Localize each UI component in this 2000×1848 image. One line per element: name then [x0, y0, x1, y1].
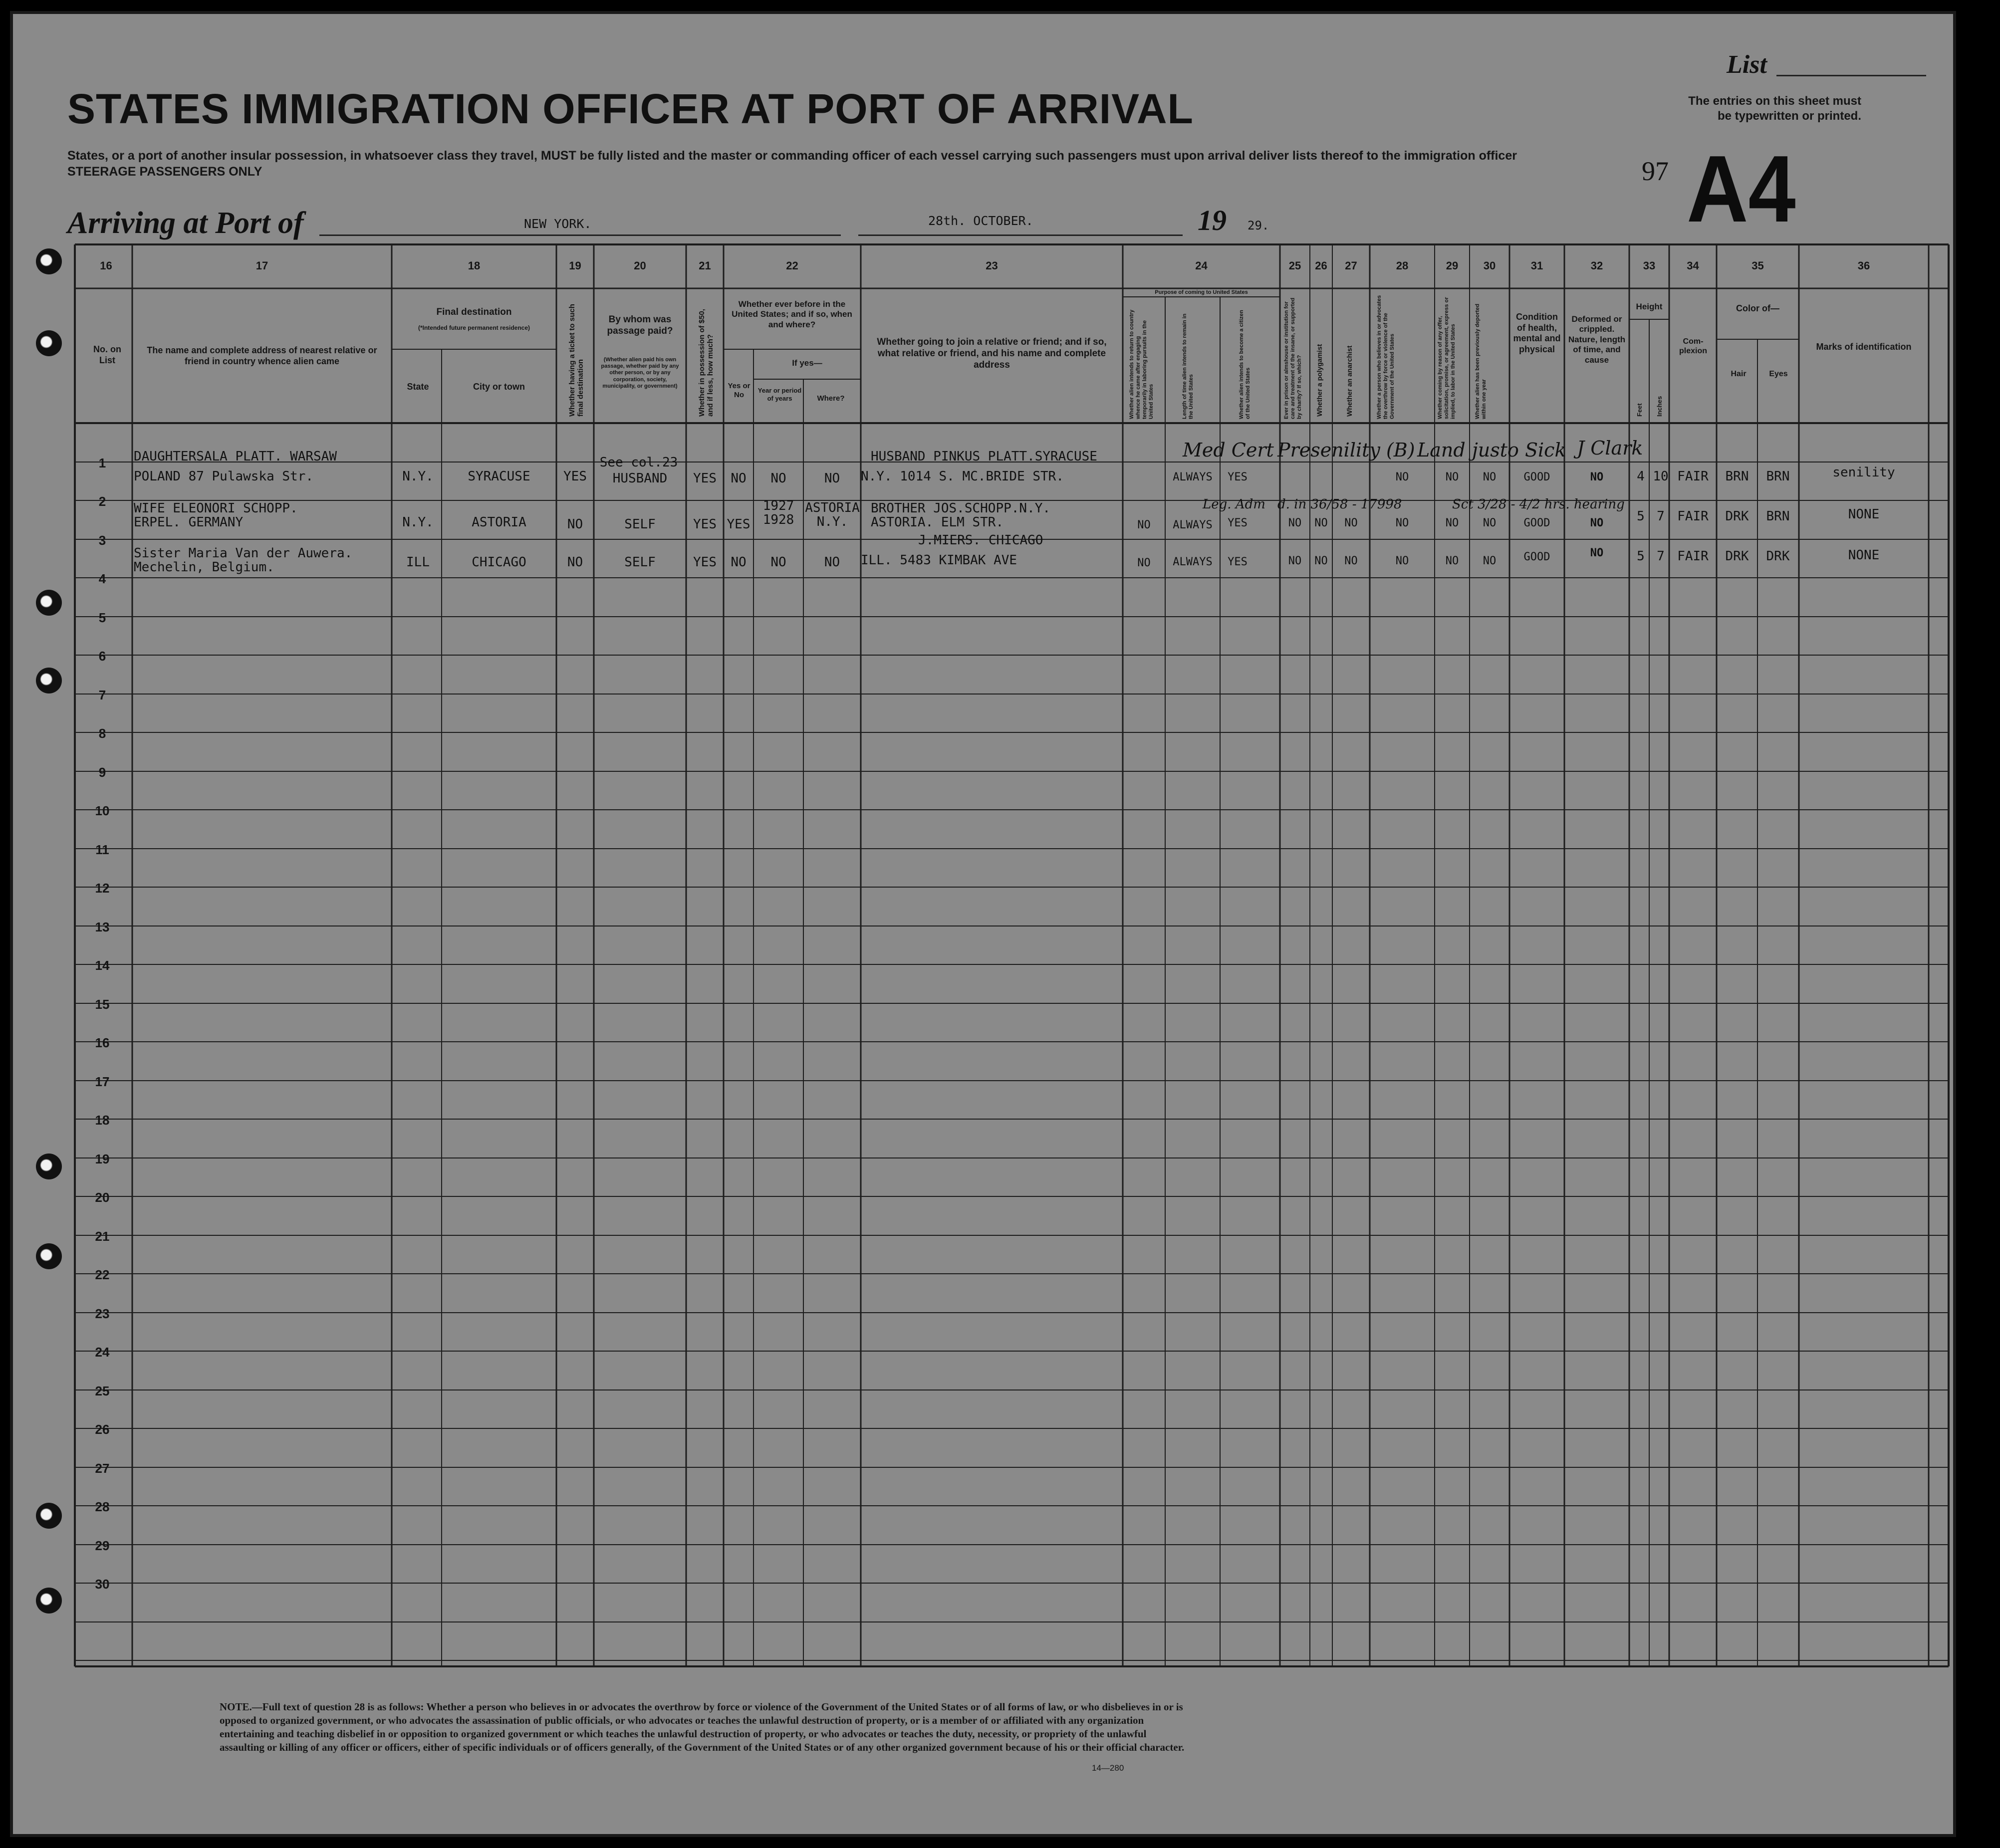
row2-polygamist: NO — [1314, 517, 1328, 529]
port-value: NEW YORK. — [524, 217, 592, 231]
row2-paid-by: SELF — [624, 517, 656, 532]
col-header-feet: Feet — [1636, 403, 1643, 417]
row3-deported: NO — [1483, 555, 1497, 567]
row3-fifty: YES — [693, 555, 717, 570]
row2-ever-before: YES — [727, 517, 750, 532]
col-header-offer: Whether coming by reason of any offer, solicitation, promise, or agreement, express or implied, to labor in the United States — [1437, 297, 1456, 419]
row1-deported: NO — [1483, 471, 1497, 483]
col-num-21: 21 — [699, 259, 711, 272]
col-header-ever-before: Whether ever before in the United States; and if so, when and where? — [732, 299, 852, 329]
row1-city: SYRACUSE — [468, 469, 530, 484]
row-number: 8 — [98, 726, 106, 741]
row-number: 1 — [98, 456, 106, 470]
col-num-32: 32 — [1590, 259, 1603, 272]
sheet-id: A4 — [1687, 136, 1796, 242]
row3-city: CHICAGO — [472, 555, 526, 570]
col-header-inches: Inches — [1656, 396, 1663, 417]
row1-state: N.Y. — [402, 469, 434, 484]
col-header-complexion: Com-plexion — [1679, 337, 1707, 356]
row3-paid-by: SELF — [624, 555, 656, 570]
row1-overthrow: NO — [1395, 471, 1409, 483]
row-number: 9 — [98, 765, 106, 780]
row2-join-line2: ASTORIA. ELM STR. — [871, 515, 1004, 530]
row3-where: NO — [824, 555, 840, 570]
typewritten-note: The entries on this sheet must be typewritten or printed. — [1688, 94, 1861, 123]
row-number: 3 — [98, 533, 106, 548]
row1-join-line2: N.Y. 1014 S. MC.BRIDE STR. — [861, 469, 1064, 484]
row-number: 5 — [98, 610, 106, 625]
row3-health: GOOD — [1523, 551, 1550, 563]
col-num-26: 26 — [1315, 259, 1327, 272]
handwritten-note: Leg. Adm — [1203, 497, 1265, 512]
col-num-36: 36 — [1857, 259, 1870, 272]
col-header-eyes: Eyes — [1769, 370, 1788, 378]
row2-hair: DRK — [1725, 509, 1749, 524]
row1-health: GOOD — [1523, 471, 1550, 483]
row1-complexion: FAIR — [1677, 469, 1709, 484]
col-header-color: Color of— — [1736, 303, 1779, 313]
row3-citizen: YES — [1228, 556, 1248, 568]
list-label: List — [1727, 50, 1767, 79]
row3-relative-line1: Sister Maria Van der Auwera. — [134, 546, 353, 561]
row1-where: NO — [824, 471, 840, 486]
row2-deformed: NO — [1590, 517, 1604, 529]
row2-state: N.Y. — [402, 515, 434, 530]
col-header-where: Where? — [817, 394, 845, 403]
row-number: 17 — [95, 1074, 110, 1089]
col-header-fifty: Whether in possession of $50, and if less, how much? — [698, 309, 715, 417]
col-num-22: 22 — [786, 259, 798, 272]
row3-year: NO — [770, 555, 786, 570]
handwritten-note: J Clark — [1577, 437, 1643, 459]
col-num-30: 30 — [1483, 259, 1496, 272]
row-number: 10 — [95, 803, 110, 818]
row3-ever-before: NO — [731, 555, 747, 570]
col-header-length: Length of time alien intends to remain in the United States — [1182, 313, 1194, 419]
row1-year: NO — [770, 471, 786, 486]
row-number: 4 — [98, 571, 106, 586]
col-header-health: Condition of health, mental and physical — [1513, 312, 1561, 354]
col-header-ticket: Whether having a ticket to such final destination — [568, 304, 585, 417]
row2-year: 1927 1928 — [762, 498, 794, 527]
row-number: 19 — [95, 1152, 110, 1166]
row1-offer: NO — [1445, 471, 1459, 483]
col-header-year: Year or period of years — [757, 387, 802, 402]
row-number: 15 — [95, 997, 110, 1012]
date-value: 28th. OCTOBER. — [928, 214, 1033, 228]
year-prefix: 19 — [1198, 204, 1227, 236]
col-header-prison: Ever in prison or almshouse or institution for care and treatment of the insane, or supported by charity? If so, which? — [1283, 297, 1302, 419]
form-title: STATES IMMIGRATION OFFICER AT PORT OF ARRIVAL — [67, 85, 1194, 132]
col-header-final-destination-sub: (*Intended future permanent residence) — [418, 324, 530, 331]
row-number: 26 — [95, 1422, 110, 1437]
row2-fifty: YES — [693, 517, 717, 532]
row2-complexion: FAIR — [1677, 509, 1709, 524]
row3-prison: NO — [1288, 555, 1302, 567]
footer-note: NOTE.—Full text of question 28 is as follows: Whether a person who believes in or advocates the overthrow by force or violence of the Government of the United States or of all forms of law, or who disbelieves in or is opposed to organized government, or who advocates the assassination of public officials, or who advocates or teaches the unlawful destruction of property, or is a member of or affiliated with any organization entertaining and teaching disbelief in or opposition to organized government or which teaches the unlawful destruction of property, or who advocates or teaches the duty, necessity, or propriety of the unlawful assaulting or killing of any officer or officers, either of specific individuals or of officers generally, of the Government of the United States or of any other organized government because of his or their official character. — [220, 1701, 1185, 1753]
row2-citizen: YES — [1228, 517, 1248, 529]
col-header-no: No. on List — [93, 344, 121, 365]
col-num-19: 19 — [569, 259, 581, 272]
row2-length: ALWAYS — [1173, 519, 1213, 531]
sheet-number: 97 — [1642, 156, 1669, 186]
row2-city: ASTORIA — [472, 515, 526, 530]
row1-marks: senility — [1832, 465, 1895, 480]
row-number: 21 — [95, 1229, 110, 1244]
col-num-25: 25 — [1288, 259, 1301, 272]
col-num-18: 18 — [468, 259, 481, 272]
row3-state: ILL — [406, 555, 430, 570]
row2-anarchist: NO — [1344, 517, 1358, 529]
row2-overthrow: NO — [1395, 517, 1409, 529]
row3-overthrow: NO — [1395, 555, 1409, 567]
row3-marks: NONE — [1848, 548, 1880, 563]
row-number: 24 — [95, 1345, 110, 1360]
row2-ticket: NO — [567, 517, 583, 532]
row2-join-line1: BROTHER JOS.SCHOPP.N.Y. — [871, 501, 1051, 516]
col-num-17: 17 — [255, 259, 268, 272]
col-num-34: 34 — [1687, 259, 1699, 272]
row-number: 28 — [95, 1499, 110, 1514]
row3-ticket: NO — [567, 555, 583, 570]
row3-offer: NO — [1445, 555, 1459, 567]
col-num-27: 27 — [1345, 259, 1357, 272]
row-number: 11 — [95, 842, 109, 857]
col-header-deported: Whether alien has been previously deported within one year — [1475, 303, 1487, 419]
col-header-marks: Marks of identification — [1816, 342, 1912, 352]
col-header-height: Height — [1636, 302, 1663, 311]
handwritten-note: Presenility (B) — [1277, 439, 1415, 461]
row1-eyes: BRN — [1766, 469, 1790, 484]
row-number: 13 — [95, 920, 110, 934]
handwritten-note: justo Sick — [1472, 439, 1566, 461]
handwritten-note: d. in 36/58 - 17998 — [1277, 497, 1402, 512]
row2-relative-line1: WIFE ELEONORI SCHOPP. — [134, 501, 298, 516]
row3-polygamist: NO — [1314, 555, 1328, 567]
row-number: 27 — [95, 1461, 110, 1476]
row1-inches: 10 — [1653, 469, 1669, 484]
row-number: 30 — [95, 1577, 110, 1592]
col-num-16: 16 — [100, 259, 112, 272]
form-code: 14—280 — [1092, 1763, 1124, 1773]
col-header-if-yes: If yes— — [792, 358, 822, 368]
col-header-join-relative: Whether going to join a relative or friend; and if so, what relative or friend, and his name and complete address — [877, 337, 1107, 370]
row-number: 22 — [95, 1267, 110, 1282]
row3-hair: DRK — [1725, 549, 1749, 564]
row3-deformed: NO — [1590, 547, 1604, 559]
col-num-33: 33 — [1643, 259, 1656, 272]
row-number: 14 — [95, 958, 110, 973]
row2-marks: NONE — [1848, 507, 1880, 522]
row3-join-line2: ILL. 5483 KIMBAK AVE — [861, 553, 1017, 568]
row2-return: NO — [1137, 519, 1151, 531]
row1-relative-line2: POLAND 87 Pulawska Str. — [134, 469, 314, 484]
col-num-31: 31 — [1530, 259, 1543, 272]
col-header-yes-no: Yes or No — [728, 382, 750, 399]
row2-where: ASTORIA N.Y. — [805, 500, 860, 529]
row3-return: NO — [1137, 557, 1151, 569]
row-number: 18 — [95, 1113, 110, 1128]
row1-join-line1: HUSBAND PINKUS PLATT.SYRACUSE — [871, 449, 1097, 464]
col-header-passage-sub: (Whether alien paid his own passage, whether paid by any other person, or by any corporation, society, municipality, or government) — [601, 357, 679, 389]
col-header-passage: By whom was passage paid? — [607, 314, 673, 336]
passenger-class: STEERAGE PASSENGERS ONLY — [67, 165, 262, 179]
col-num-23: 23 — [986, 259, 998, 272]
row3-eyes: DRK — [1766, 549, 1790, 564]
col-header-purpose: Purpose of coming to United States — [1155, 289, 1248, 295]
row3-relative-line2: Mechelin, Belgium. — [134, 560, 274, 575]
row2-inches: 7 — [1657, 509, 1665, 524]
col-header-final-destination: Final destination — [436, 307, 512, 317]
year-suffix: 29. — [1248, 219, 1269, 232]
handwritten-note: Land — [1417, 439, 1466, 461]
row1-fifty: YES — [693, 471, 717, 486]
row2-prison: NO — [1288, 517, 1302, 529]
col-header-city: City or town — [473, 382, 525, 392]
row3-complexion: FAIR — [1677, 549, 1709, 564]
row1-ever-before: NO — [731, 471, 747, 486]
row2-offer: NO — [1445, 517, 1459, 529]
row1-hair: BRN — [1725, 469, 1749, 484]
row1-ticket: YES — [563, 469, 587, 484]
col-header-polygamist: Whether a polygamist — [1315, 344, 1323, 417]
row1-length: ALWAYS — [1173, 471, 1213, 483]
col-num-20: 20 — [634, 259, 646, 272]
col-header-state: State — [407, 382, 429, 392]
row3-inches: 7 — [1657, 549, 1665, 564]
col-num-29: 29 — [1446, 259, 1459, 272]
row-number: 29 — [95, 1538, 110, 1553]
row-number: 16 — [95, 1035, 110, 1050]
row1-paid-note: See col.23 — [599, 455, 678, 470]
col-num-35: 35 — [1751, 259, 1764, 272]
row1-feet: 4 — [1637, 469, 1645, 484]
col-header-relative: The name and complete address of nearest relative or friend in country whence alien came — [147, 345, 377, 366]
arriving-label: Arriving at Port of — [67, 206, 304, 240]
col-num-24: 24 — [1195, 259, 1208, 272]
row2-relative-line2: ERPEL. GERMANY — [134, 515, 244, 530]
row3-length: ALWAYS — [1173, 556, 1213, 568]
row-number: 6 — [98, 649, 106, 664]
col-header-citizen: Whether alien intends to become a citizen of the United States — [1239, 310, 1251, 419]
col-header-deformed: Deformed or crippled. Nature, length of time, and cause — [1568, 314, 1626, 365]
row2-feet: 5 — [1637, 509, 1645, 524]
form-instructions: States, or a port of another insular possession, in whatsoever class they travel, MUST be fully listed and the master or commanding officer of each vessel carrying such passengers must upon arrival deliver lists thereof to the immigration officer — [67, 149, 1517, 163]
col-header-overthrow: Whether a person who believes in or advocates the overthrow by force or violence of the Government of the United States — [1376, 295, 1395, 419]
row-number: 2 — [98, 494, 106, 509]
col-header-return: Whether alien intends to return to country whence he came after engaging temporarily in laboring pursuits in the United States — [1129, 309, 1154, 419]
row3-anarchist: NO — [1344, 555, 1358, 567]
row-number: 23 — [95, 1306, 110, 1321]
row1-deformed: NO — [1590, 471, 1604, 483]
handwritten-note: Med Cert — [1183, 439, 1274, 461]
row2-deported: NO — [1483, 517, 1497, 529]
row2-health: GOOD — [1523, 517, 1550, 529]
row-number: 20 — [95, 1190, 110, 1205]
col-header-anarchist: Whether an anarchist — [1345, 345, 1353, 417]
row1-citizen: YES — [1228, 471, 1248, 483]
row3-join-line1: J.MIERS. CHICAGO — [918, 533, 1043, 548]
handwritten-note: Sct 3/28 - 4/2 hrs. hearing — [1452, 497, 1625, 512]
row-number: 7 — [98, 688, 106, 702]
row1-relative-line1: DAUGHTERSALA PLATT. WARSAW — [134, 449, 337, 464]
col-num-28: 28 — [1396, 259, 1409, 272]
row2-eyes: BRN — [1766, 509, 1790, 524]
row-number: 25 — [95, 1384, 110, 1398]
row1-paid-by: HUSBAND — [612, 471, 668, 486]
row-number: 12 — [95, 881, 110, 896]
col-header-hair: Hair — [1731, 370, 1747, 378]
row3-feet: 5 — [1637, 549, 1645, 564]
